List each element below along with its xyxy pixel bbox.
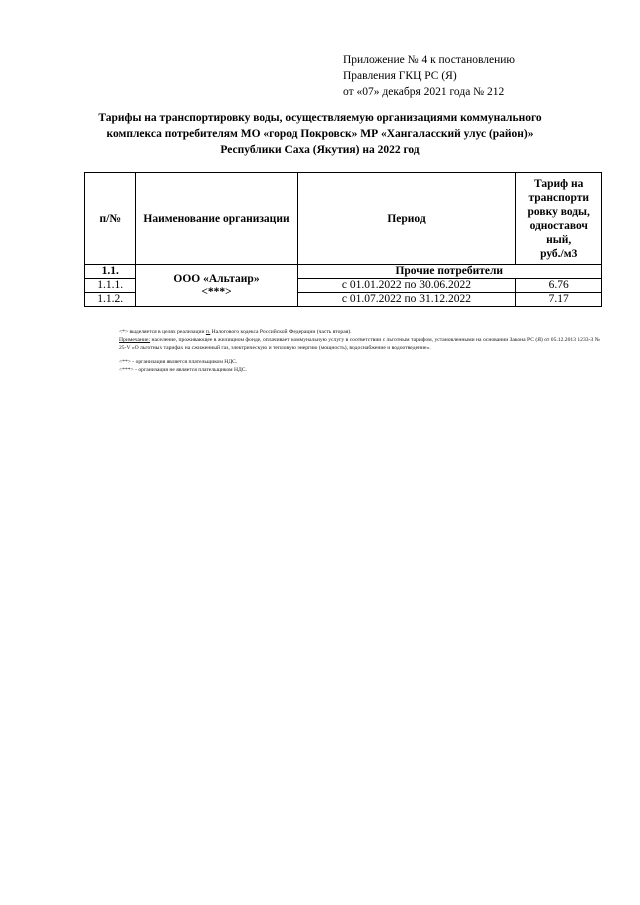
header-tariff-line: руб./м3: [540, 247, 578, 260]
group-num: 1.1.: [85, 265, 136, 279]
header-num: п/№: [85, 173, 136, 265]
footnote: <***> - организация не является плательщиком НДС.: [119, 367, 247, 373]
row-period: с 01.01.2022 по 30.06.2022: [297, 279, 516, 293]
header-tariff-line: ный,: [546, 233, 572, 246]
note-label: Примечание:: [119, 337, 151, 343]
appendix-line: Приложение № 4 к постановлению: [343, 54, 516, 66]
header-tariff-line: Тариф на: [534, 177, 584, 190]
footnotes: [119, 328, 600, 374]
footnote-link-text: п.: [205, 329, 211, 335]
header-tariff-line: транспорти: [528, 191, 589, 204]
header-tariff: [516, 173, 602, 265]
row-tariff: 7.17: [516, 293, 602, 307]
appendix-header: [343, 52, 515, 100]
header-tariff-line: ровку воды,: [527, 205, 590, 218]
footnote-text: население, проживающее в жилищном фонде, оплачивает коммунальную услугу в соответствии с льготным тарифом, установленными на основании Закона РС (Я) от 05.12.2013 1233-З № 25-V «О льготных тарифах на сжиженный газ, электрическую и тепловую энергию (мощность), водоснабжение и водоотведение».: [119, 337, 600, 351]
row-num: 1.1.2.: [85, 293, 136, 307]
consumer-group-label: Прочие потребители: [297, 265, 601, 279]
organization-line: ООО «Альтаир»: [173, 272, 260, 285]
header-period: Период: [297, 173, 516, 265]
row-tariff: 6.76: [516, 279, 602, 293]
row-period: с 01.07.2022 по 31.12.2022: [297, 293, 516, 307]
footnote-text: Налогового кодекса Российской Федерации (часть вторая).: [210, 329, 352, 335]
header-tariff-line: одноставоч: [529, 219, 588, 232]
organization-mark: <***>: [201, 285, 232, 298]
appendix-line: от «07» декабря 2021 года № 212: [343, 86, 505, 98]
footnote: [119, 336, 600, 352]
appendix-line: Правления ГКЦ РС (Я): [343, 70, 457, 82]
footnote: <**> - организация является плательщиком НДС.: [119, 359, 238, 365]
row-num: 1.1.1.: [85, 279, 136, 293]
organization-name: [136, 265, 297, 307]
tariff-table: [84, 172, 602, 307]
footnote: [119, 328, 600, 336]
header-organization: Наименование организации: [136, 173, 297, 265]
table-header-row: [85, 173, 602, 265]
footnote-text: <*> выделяется в целях реализации: [119, 329, 206, 335]
document-title: Тарифы на транспортировку воды, осуществляемую организациями коммунального комплекса потребителям МО «город Покровск» МР «Хангаласский улус (район)» Республики Саха (Якутия) на 2022 год: [98, 112, 542, 156]
table-row: [85, 265, 602, 279]
